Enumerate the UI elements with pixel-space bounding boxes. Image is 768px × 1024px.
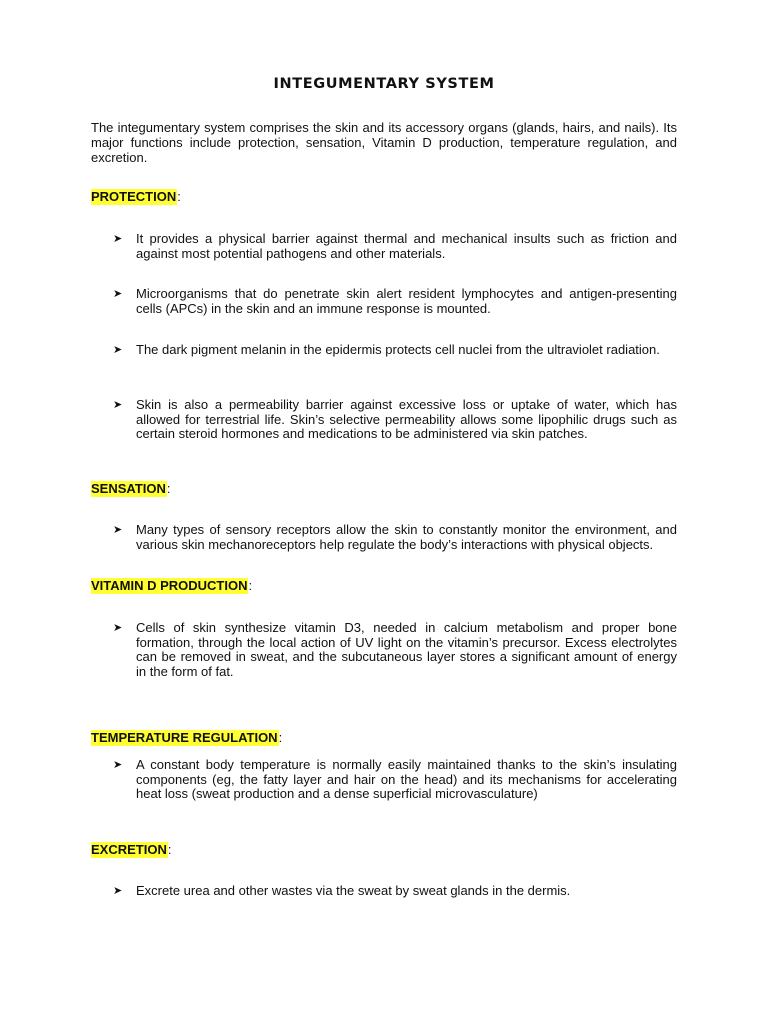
heading-vitamin-d-label: VITAMIN D PRODUCTION	[91, 578, 248, 593]
bullet-text: Many types of sensory receptors allow the skin to constantly monitor the environment, and various skin mechanoreceptors help regulate the body’s interactions with physical objects.	[136, 522, 677, 552]
list-item	[113, 884, 677, 899]
heading-temperature-label: TEMPERATURE REGULATION	[91, 730, 278, 745]
bullet-text: Skin is also a permeability barrier against excessive loss or uptake of water, which has allowed for terrestrial life. Skin’s selective permeability allows some lipophilic drugs such as certain steroid hormones and medications to be administered via skin patches.	[136, 397, 677, 441]
heading-sensation-label: SENSATION	[91, 481, 166, 496]
arrow-bullet-icon: ➤	[113, 885, 123, 897]
arrow-bullet-icon: ➤	[113, 622, 123, 634]
heading-protection: PROTECTION:	[91, 189, 181, 204]
bullet-text: It provides a physical barrier against thermal and mechanical insults such as friction and against most potential pathogens and other materials.	[136, 231, 677, 261]
list-item	[113, 287, 677, 316]
arrow-bullet-icon: ➤	[113, 759, 123, 771]
bullet-text: Cells of skin synthesize vitamin D3, needed in calcium metabolism and proper bone formation, through the local action of UV light on the vitamin’s precursor. Excess electrolytes can be removed in sweat, and the subcutaneous layer stores a significant amount of energy in the form of fat.	[136, 620, 677, 679]
bullet-text: Microorganisms that do penetrate skin alert resident lymphocytes and antigen-presenting cells (APCs) in the skin and an immune response is mounted.	[136, 286, 677, 316]
heading-protection-label: PROTECTION	[91, 189, 177, 204]
heading-excretion: EXCRETION:	[91, 842, 172, 857]
list-item	[113, 758, 677, 802]
list-item	[113, 523, 677, 552]
arrow-bullet-icon: ➤	[113, 399, 123, 411]
list-item	[113, 343, 677, 358]
arrow-bullet-icon: ➤	[113, 233, 123, 245]
heading-excretion-label: EXCRETION	[91, 842, 167, 857]
bullet-text: Excrete urea and other wastes via the sweat by sweat glands in the dermis.	[136, 883, 571, 898]
list-item	[113, 398, 677, 442]
heading-sensation: SENSATION:	[91, 481, 171, 496]
arrow-bullet-icon: ➤	[113, 344, 123, 356]
bullet-text: The dark pigment melanin in the epidermis protects cell nuclei from the ultraviolet radiation.	[136, 342, 660, 357]
bullet-text: A constant body temperature is normally easily maintained thanks to the skin’s insulating components (eg, the fatty layer and hair on the head) and its mechanisms for accelerating heat loss (sweat production and a dense superficial microvasculature)	[136, 757, 677, 801]
arrow-bullet-icon: ➤	[113, 288, 123, 300]
heading-vitamin-d-production: VITAMIN D PRODUCTION:	[91, 578, 253, 593]
intro-paragraph: The integumentary system comprises the skin and its accessory organs (glands, hairs, and nails). Its major functions include protection, sensation, Vitamin D production, temperature regulation, and excretion.	[91, 120, 677, 165]
list-item	[113, 232, 677, 261]
list-item	[113, 621, 677, 679]
document-title: INTEGUMENTARY SYSTEM	[273, 76, 495, 92]
arrow-bullet-icon: ➤	[113, 524, 123, 536]
heading-temperature-regulation: TEMPERATURE REGULATION:	[91, 730, 283, 745]
